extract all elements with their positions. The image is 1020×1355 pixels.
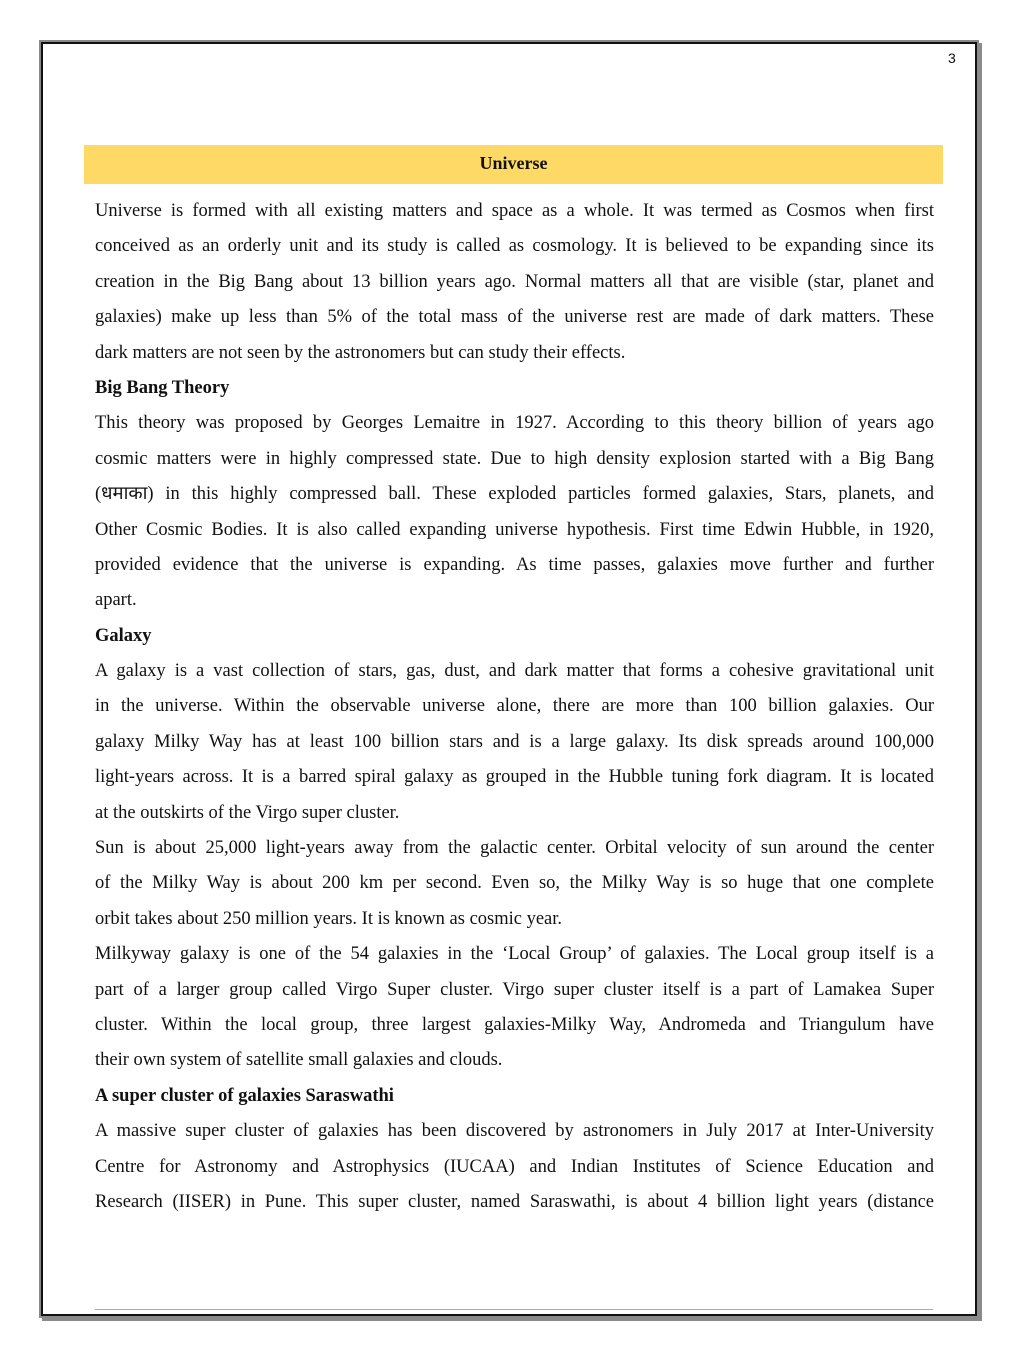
text-line: Universe is formed with all existing matters and space as a whole. It was termed as Cosmos when first bbox=[95, 201, 934, 221]
section-heading: Big Bang Theory bbox=[95, 377, 230, 398]
text-line: light-years across. It is a barred spiral galaxy as grouped in the Hubble tuning fork diagram. It is located bbox=[95, 767, 934, 788]
text-line: (धमाका) in this highly compressed ball. These exploded particles formed galaxies, Stars, planets, and bbox=[95, 484, 934, 505]
text-line: Other Cosmic Bodies. It is also called expanding universe hypothesis. First time Edwin Hubble, in 1920, bbox=[95, 519, 934, 540]
text-line: provided evidence that the universe is expanding. As time passes, galaxies move further and further bbox=[95, 554, 934, 575]
text-line: of the Milky Way is about 200 km per second. Even so, the Milky Way is so huge that one complete bbox=[95, 873, 934, 894]
text-line: Milkyway galaxy is one of the 54 galaxies in the ‘Local Group’ of galaxies. The Local group itself is a bbox=[95, 944, 934, 965]
text-line: dark matters are not seen by the astronomers but can study their effects. bbox=[95, 342, 626, 363]
text-line: in the universe. Within the observable universe alone, there are more than 100 billion galaxies. Our bbox=[95, 696, 934, 717]
text-line: cluster. Within the local group, three largest galaxies-Milky Way, Andromeda and Triangulum have bbox=[95, 1014, 934, 1035]
page-number: 3 bbox=[948, 50, 956, 66]
text-line: Centre for Astronomy and Astrophysics (IUCAA) and Indian Institutes of Science Education and bbox=[95, 1156, 934, 1177]
paragraph bbox=[95, 194, 934, 371]
text-line: at the outskirts of the Virgo super cluster. bbox=[95, 802, 400, 823]
text-line: galaxy Milky Way has at least 100 billion stars and is a large galaxy. Its disk spreads around 100,000 bbox=[95, 731, 934, 752]
text-line: part of a larger group called Virgo Super cluster. Virgo super cluster itself is a part of Lamakea Super bbox=[95, 979, 934, 1000]
text-line: apart. bbox=[95, 590, 137, 611]
page-title: Universe bbox=[84, 145, 943, 184]
text-line: conceived as an orderly unit and its study is called as cosmology. It is believed to be expanding since its bbox=[95, 236, 934, 257]
text-line: galaxies) make up less than 5% of the total mass of the universe rest are made of dark matters. These bbox=[95, 307, 934, 328]
text-line: creation in the Big Bang about 13 billion years ago. Normal matters all that are visible (star, planet and bbox=[95, 271, 934, 292]
text-line: cosmic matters were in highly compressed state. Due to high density explosion started with a Big Bang bbox=[95, 448, 934, 469]
paragraph bbox=[95, 937, 934, 1079]
paragraph bbox=[95, 406, 934, 618]
document-body bbox=[95, 194, 934, 1220]
paragraph bbox=[95, 831, 934, 937]
paragraph bbox=[95, 1114, 934, 1220]
text-line: This theory was proposed by Georges Lemaitre in 1927. According to this theory billion of years ago bbox=[95, 413, 934, 434]
text-line: orbit takes about 250 million years. It is known as cosmic year. bbox=[95, 908, 563, 929]
section-heading: A super cluster of galaxies Saraswathi bbox=[95, 1085, 394, 1106]
text-line: Research (IISER) in Pune. This super cluster, named Saraswathi, is about 4 billion light years (distance bbox=[95, 1191, 934, 1212]
text-line: A galaxy is a vast collection of stars, gas, dust, and dark matter that forms a cohesive gravitational unit bbox=[95, 661, 934, 682]
section-heading: Galaxy bbox=[95, 625, 152, 646]
text-line: A massive super cluster of galaxies has been discovered by astronomers in July 2017 at Inter-University bbox=[95, 1121, 934, 1142]
footer-divider bbox=[95, 1309, 933, 1310]
paragraph bbox=[95, 654, 934, 831]
text-line: Sun is about 25,000 light-years away from the galactic center. Orbital velocity of sun around the center bbox=[95, 838, 934, 859]
text-line: their own system of satellite small galaxies and clouds. bbox=[95, 1050, 503, 1071]
